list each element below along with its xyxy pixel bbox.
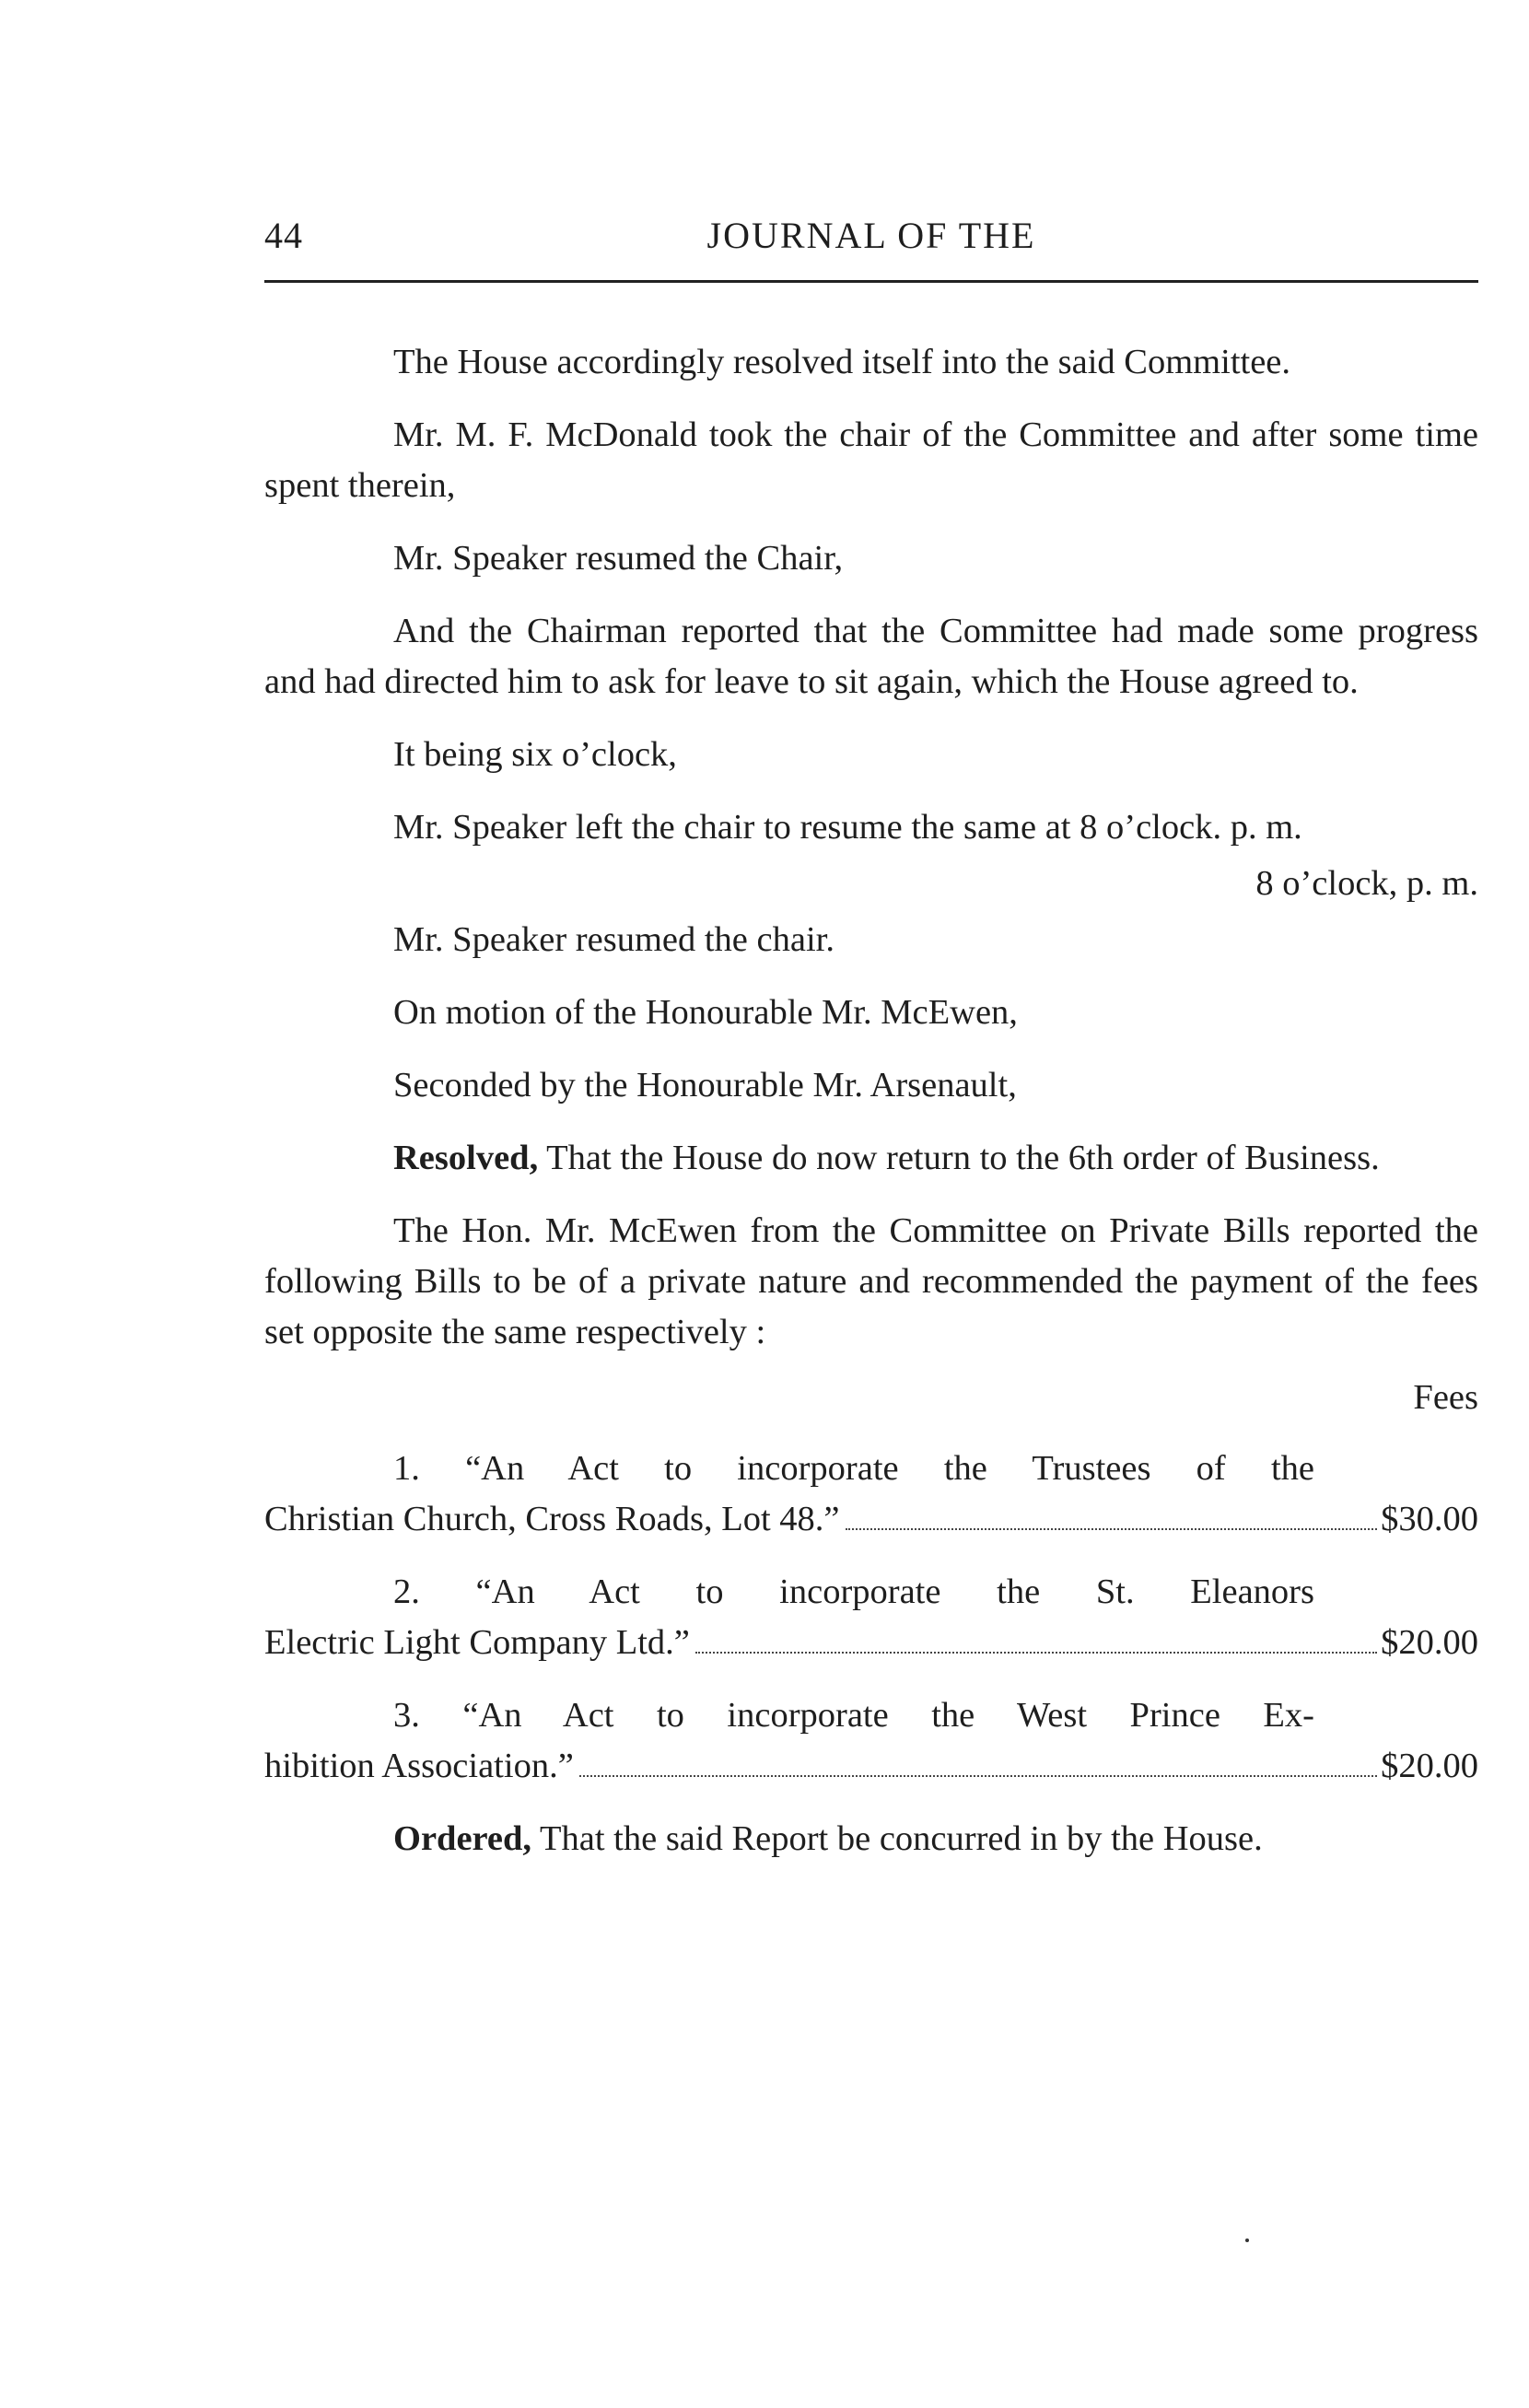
- fees-heading: Fees: [1413, 1378, 1478, 1417]
- paragraph-ordered: [264, 1814, 1478, 1864]
- page-header: [264, 214, 1478, 269]
- paragraph-seconded: Seconded by the Honourable Mr. Arsenault,: [393, 1066, 1017, 1105]
- bill-item-1: [264, 1444, 1478, 1545]
- running-title: JOURNAL OF THE: [706, 215, 1036, 256]
- bill-line-1: 3. “An Act to incorporate the West Prince Ex-: [393, 1696, 1314, 1735]
- ordered-text: That the said Report be concurred in by the House.: [531, 1819, 1263, 1858]
- dot-leader: [695, 1652, 1377, 1654]
- bill-fee: $30.00: [1381, 1500, 1478, 1538]
- resolved-text: That the House do now return to the 6th order of Business.: [538, 1139, 1380, 1177]
- bill-item-2: [264, 1567, 1478, 1668]
- bill-line-1: 2. “An Act to incorporate the St. Eleanors: [393, 1572, 1314, 1611]
- resolved-keyword: Resolved,: [393, 1139, 539, 1177]
- paragraph-speaker-resumed-evening: Mr. Speaker resumed the chair.: [393, 920, 835, 959]
- bill-item-3: [264, 1690, 1478, 1792]
- paragraph-committee-resolved: The House accordingly resolved itself into the said Committee.: [393, 343, 1291, 381]
- header-rule: [264, 280, 1478, 283]
- paragraph-speaker-left: Mr. Speaker left the chair to resume the same at 8 o’clock. p. m.: [393, 808, 1302, 847]
- bill-title-end: hibition Association.”: [264, 1747, 574, 1785]
- paragraph-six-oclock: It being six o’clock,: [393, 735, 677, 774]
- bill-line-2: [264, 1741, 1478, 1792]
- ordered-keyword: Ordered,: [393, 1819, 532, 1858]
- paragraph-chair-taken: Mr. M. F. McDonald took the chair of the Committee and after some time spent therein,: [264, 415, 1478, 505]
- bill-line-2: [264, 1494, 1478, 1545]
- dot-leader: [579, 1775, 1377, 1777]
- paragraph-resolved: [264, 1133, 1478, 1184]
- bill-fee: $20.00: [1381, 1747, 1478, 1785]
- print-speck: [1245, 2239, 1249, 2242]
- paragraph-motion: On motion of the Honourable Mr. McEwen,: [393, 993, 1018, 1032]
- bill-line-1: 1. “An Act to incorporate the Trustees of the: [393, 1449, 1314, 1488]
- dot-leader: [846, 1528, 1378, 1530]
- paragraph-speaker-resumed: Mr. Speaker resumed the Chair,: [393, 539, 844, 578]
- paragraph-private-bills-report: The Hon. Mr. McEwen from the Committee on Private Bills reported the following Bills to be of a private nature and recommended the payment of the fees set opposite the same respectively :: [264, 1211, 1478, 1351]
- page-number: 44: [264, 215, 303, 256]
- evening-time-line: 8 o’clock, p. m.: [1255, 864, 1478, 903]
- bill-title-end: Christian Church, Cross Roads, Lot 48.”: [264, 1500, 840, 1538]
- bill-title-end: Electric Light Company Ltd.”: [264, 1623, 690, 1662]
- bill-fee: $20.00: [1381, 1623, 1478, 1662]
- journal-body: [264, 337, 1478, 1887]
- bill-line-2: [264, 1618, 1478, 1668]
- paragraph-chairman-report: And the Chairman reported that the Committee had made some progress and had directed him to ask for leave to sit again, which the House agreed to.: [264, 612, 1478, 701]
